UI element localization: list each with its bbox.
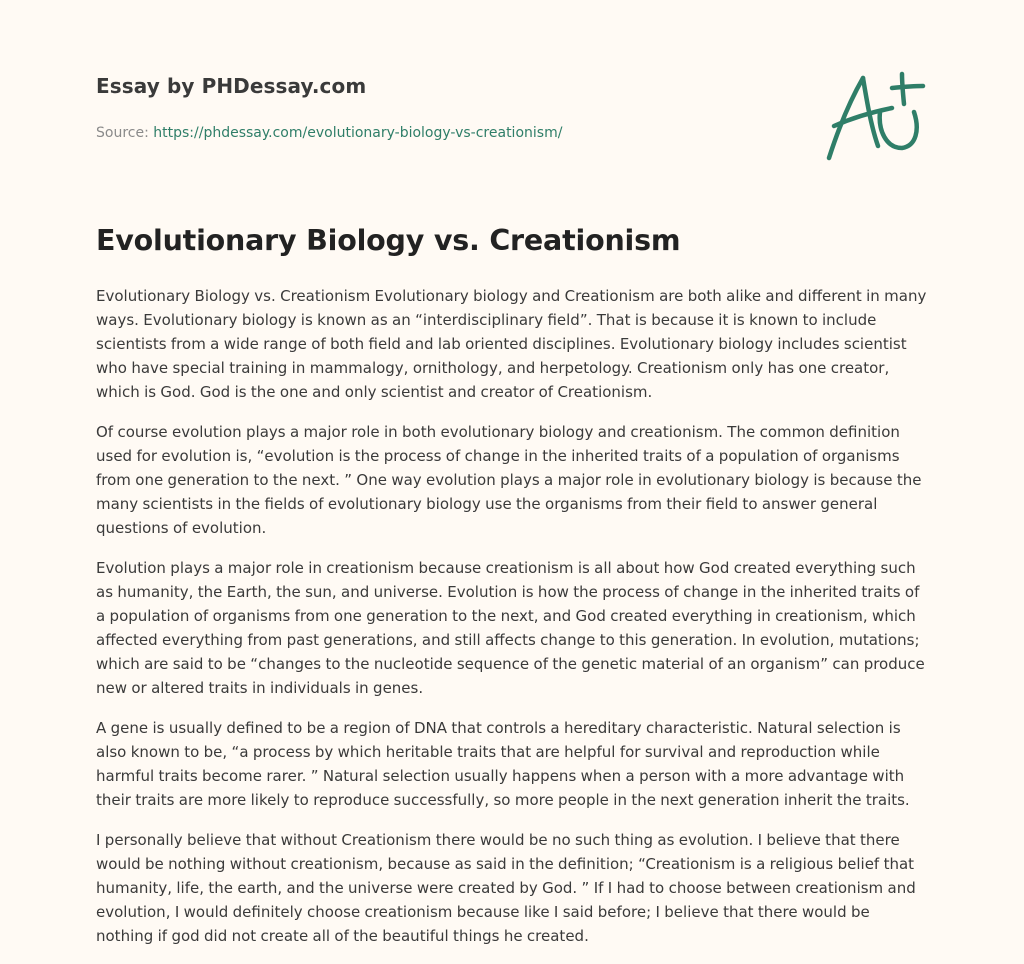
brand-title: Essay by PHDessay.com [96,74,367,98]
essay-paragraph: Of course evolution plays a major role in both evolutionary biology and creationism. The common definition used for evolution is, “evolution is the process of change in the inherited traits of a population of organisms from one generation to the next. ” One way evolution plays a major role in evolutionary biology is because the many scientists in the fields of evolutionary biology use the organisms from their field to answer general questions of evolution. [96,423,922,537]
a-plus-grade-icon [822,68,930,164]
essay-body [96,284,928,964]
essay-paragraph: Evolution plays a major role in creationism because creationism is all about how God created everything such as humanity, the Earth, the sun, and universe. Evolution is how the process of change in the inherited traits of a population of organisms from one generation to the next, and God created everything in creationism, which affected everything from past generations, and still affects change to this generation. In evolution, mutations; which are said to be “changes to the nucleotide sequence of the genetic material of an organism” can produce new or altered traits in individuals in genes. [96,559,925,697]
document-header [96,74,796,141]
source-label: Source: [96,125,154,141]
essay-paragraph: A gene is usually defined to be a region of DNA that controls a hereditary characteristic. Natural selection is also known to be, “a process by which heritable traits that are helpful for survival and reproduction while harmful traits become rarer. ” Natural selection usually happens when a person with a more advantage with their traits are more likely to reproduce successfully, so more people in the next generation inherit the traits. [96,719,910,809]
essay-paragraph: I personally believe that without Creationism there would be no such thing as evolution. I believe that there would be nothing without creationism, because as said in the definition; “Creationism is a religious belief that humanity, life, the earth, and the universe were created by God. ” If I had to choose between creationism and evolution, I would definitely choose creationism because like I said before; I believe that there would be nothing if god did not create all of the beautiful things he created. [96,831,916,945]
source-line [96,125,796,141]
source-link[interactable]: https://phdessay.com/evolutionary-biology-vs-creationism/ [153,125,563,141]
essay-paragraph: Evolutionary Biology vs. Creationism Evolutionary biology and Creationism are both alike and different in many ways. Evolutionary biology is known as an “interdisciplinary field”. That is because it is known to include scientists from a wide range of both field and lab oriented disciplines. Evolutionary biology includes scientist who have special training in mammalogy, ornithology, and herpetology. Creationism only has one creator, which is God. God is the one and only scientist and creator of Creationism. [96,287,927,401]
essay-title: Evolutionary Biology vs. Creationism [96,224,681,257]
